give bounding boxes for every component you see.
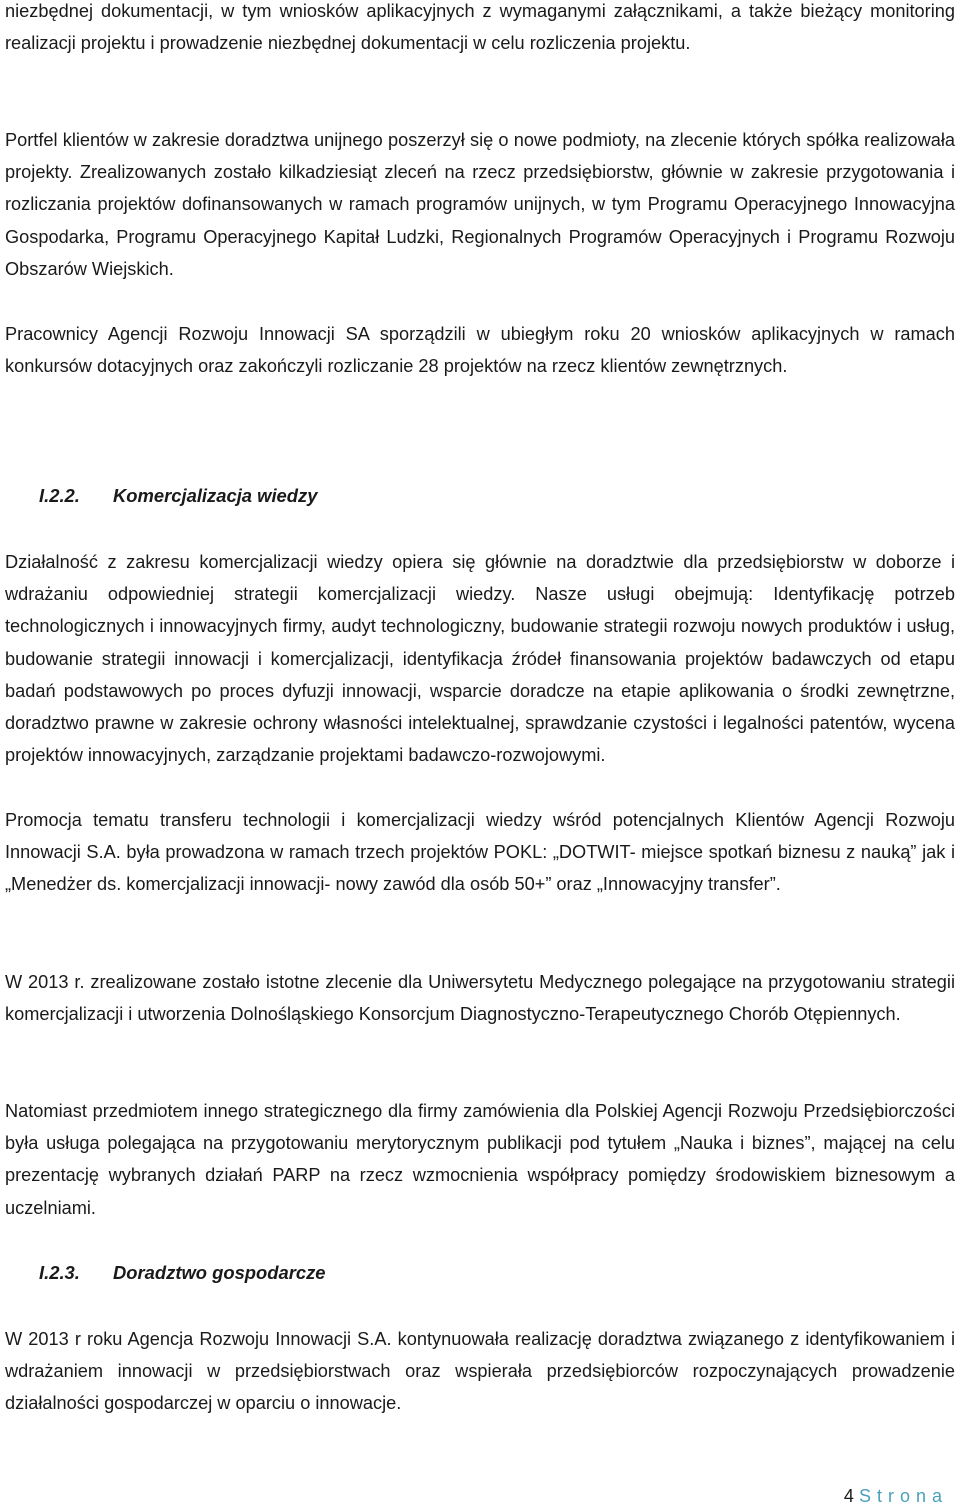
page-footer: [844, 1484, 948, 1508]
page-number: 4: [843, 1486, 854, 1506]
section-number: I.2.2.: [39, 485, 80, 506]
paragraph-technology-transfer-promotion: Promocja tematu transferu technologii i komercjalizacji wiedzy wśród potencjalnych Klientów Agencji Rozwoju Innowacji S.A. była prowadzona w ramach trzech projektów POKL: „DOTWIT- miejsce spotkań biznesu z nauką” jak i „Menedżer ds. komercjalizacji innowacji- nowy zawód dla osób 50+” oraz „Innowacyjny transfer”.: [5, 810, 955, 895]
section-title: Doradztwo gospodarcze: [113, 1262, 326, 1283]
section-heading-knowledge-commercialization: [39, 480, 317, 512]
section-heading-business-consulting: [39, 1257, 326, 1289]
page-label: Strona: [858, 1486, 948, 1506]
paragraph-parp-publication: Natomiast przedmiotem innego strategicznego dla firmy zamówienia dla Polskiej Agencji Rozwoju Przedsiębiorczości była usługa polegająca na przygotowaniu merytorycznym publikacji pod tytułem „Nauka i biznes”, mającej na celu prezentację wybranych działań PARP na rzecz wzmocnienia współpracy pomiędzy środowiskiem biznesowym a uczelniami.: [5, 1101, 955, 1218]
paragraph-applications-summary: Pracownicy Agencji Rozwoju Innowacji SA sporządzili w ubiegłym roku 20 wniosków aplikacyjnych w ramach konkursów dotacyjnych oraz zakończyli rozliczanie 28 projektów na rzecz klientów zewnętrznych.: [5, 324, 955, 377]
section-title: Komercjalizacja wiedzy: [113, 485, 318, 506]
paragraph-commercialization-services: Działalność z zakresu komercjalizacji wiedzy opiera się głównie na doradztwie dla przedsiębiorstw w doborze i wdrażaniu odpowiedniej strategii komercjalizacji wiedzy. Nasze usługi obejmują: Identyfikację potrzeb technologicznych i innowacyjnych firmy, audyt technologiczny, budowanie strategii rozwoju nowych produktów i usług, budowanie strategii innowacji i komercjalizacji, identyfikacja źródeł finansowania projektów badawczych od etapu badań podstawowych po proces dyfuzji innowacji, wsparcie doradcze na etapie aplikowania o środki zewnętrzne, doradztwo prawne w zakresie ochrony własności intelektualnej, sprawdzanie czystości i legalności patentów, wycena projektów innowacyjnych, zarządzanie projektami badawczo-rozwojowymi.: [5, 552, 955, 766]
paragraph-business-consulting: W 2013 r roku Agencja Rozwoju Innowacji S.A. kontynuowała realizację doradztwa związanego z identyfikowaniem i wdrażaniem innowacji w przedsiębiorstwach oraz wspierała przedsiębiorców rozpoczynających prowadzenie działalności gospodarczej w oparciu o innowacje.: [5, 1329, 955, 1414]
paragraph-documentation: niezbędnej dokumentacji, w tym wniosków aplikacyjnych z wymaganymi załącznikami, a także bieżący monitoring realizacji projektu i prowadzenie niezbędnej dokumentacji w celu rozliczenia projektu.: [5, 1, 955, 54]
section-number: I.2.3.: [39, 1262, 80, 1283]
paragraph-client-portfolio: Portfel klientów w zakresie doradztwa unijnego poszerzył się o nowe podmioty, na zlecenie których spółka realizowała projekty. Zrealizowanych zostało kilkadziesiąt zleceń na rzecz przedsiębiorstw, głównie w zakresie przygotowania i rozliczania projektów dofinansowanych w ramach programów unijnych, w tym Programu Operacyjnego Innowacyjna Gospodarka, Programu Operacyjnego Kapitał Ludzki, Regionalnych Programów Operacyjnych i Programu Rozwoju Obszarów Wiejskich.: [5, 130, 955, 279]
paragraph-medical-university-contract: W 2013 r. zrealizowane zostało istotne zlecenie dla Uniwersytetu Medycznego polegające na przygotowaniu strategii komercjalizacji i utworzenia Dolnośląskiego Konsorcjum Diagnostyczno-Terapeutycznego Chorób Otępiennych.: [5, 972, 955, 1025]
